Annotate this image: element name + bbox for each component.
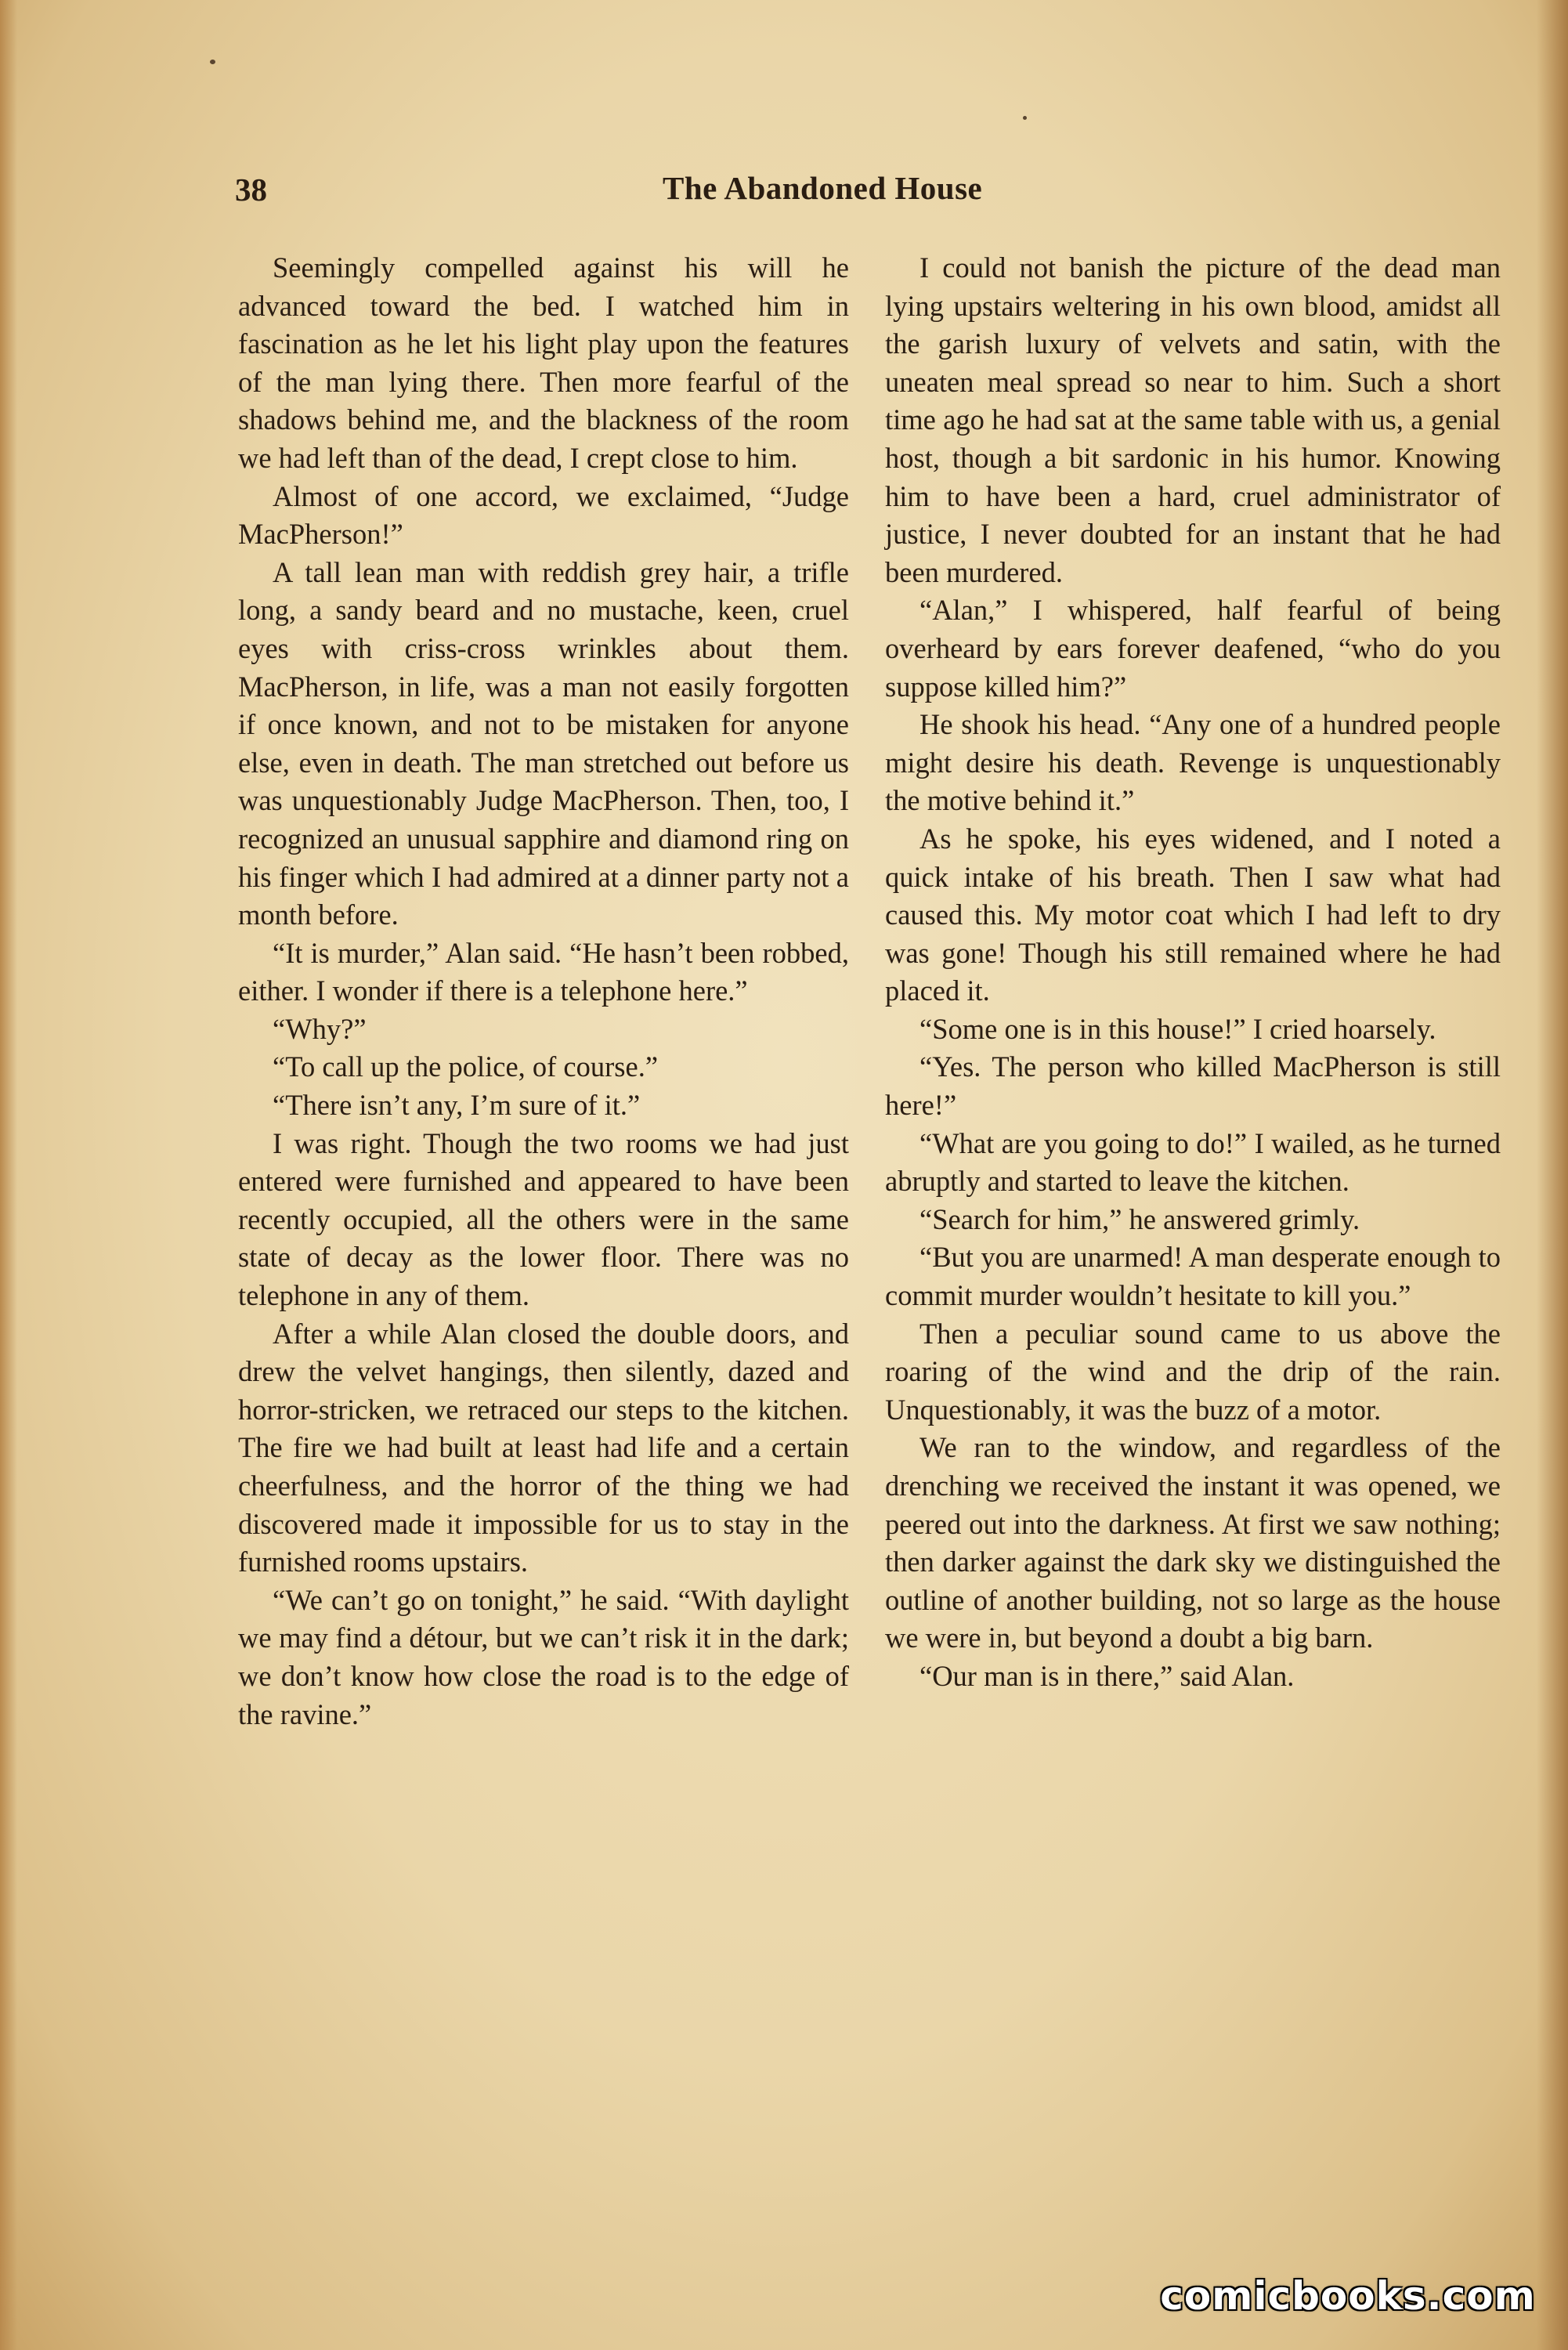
paragraph: He shook his head. “Any one of a hundred people might desire his death. Revenge is unquestionably the motive behind it.” [885, 708, 1501, 817]
paragraph: “Alan,” I whispered, half fearful of being overheard by ears forever deafened, “who do you suppose killed him?” [885, 594, 1501, 703]
page-edge-shadow-left [0, 0, 17, 2350]
paragraph: “It is murder,” Alan said. “He hasn’t been robbed, either. I wonder if there is a telephone here.” [238, 936, 849, 1007]
paragraph: As he spoke, his eyes widened, and I noted a quick intake of his breath. Then I saw what had caused this. My motor coat which I had left to dry was gone! Though his still remained where he had placed it. [885, 822, 1501, 1007]
paragraph: I was right. Though the two rooms we had just entered were furnished and appeared to have been recently occupied, all the others were in the same state of decay as the lower floor. There was no telephone in any of them. [238, 1126, 849, 1312]
ink-speck [210, 60, 215, 64]
paragraph: “Some one is in this house!” I cried hoarsely. [919, 1012, 1436, 1045]
paragraph: “Search for him,” he answered grimly. [919, 1202, 1360, 1235]
paragraph: “To call up the police, of course.” [273, 1050, 659, 1083]
paragraph: I could not banish the picture of the dead man lying upstairs weltering in his own blood, amidst all the garish luxury of velvets and satin, with the uneaten meal spread so near to him. Such a short time ago he had sat at the same table with us, a genial host, though a bit sardonic in his humor. Knowing him to have been a hard, cruel administrator of justice, I never doubted for an instant that he had been murdered. [885, 251, 1501, 588]
page-number: 38 [235, 172, 267, 208]
paragraph: Almost of one accord, we exclaimed, “Judge MacPherson!” [238, 479, 849, 551]
ink-speck [1023, 116, 1027, 120]
paragraph: “Our man is in there,” said Alan. [919, 1659, 1295, 1692]
paragraph: Then a peculiar sound came to us above the roaring of the wind and the drip of the rain. Unquestionably, it was the buzz of a motor. [885, 1317, 1501, 1426]
source-watermark: comicbooks.com [1160, 2273, 1536, 2319]
paragraph: “But you are unarmed! A man desperate enough to commit murder wouldn’t hesitate to kill you.” [885, 1241, 1501, 1312]
paragraph: After a while Alan closed the double doors, and drew the velvet hangings, then silently, dazed and horror-stricken, we retraced our steps to the kitchen. The fire we had built at least had life and a certain cheerfulness, and the horror of the thing we had discovered made it impossible for us to stay in the furnished rooms upstairs. [238, 1317, 849, 1578]
paragraph: “Why?” [273, 1012, 367, 1045]
paragraph: “Yes. The person who killed MacPherson is still here!” [885, 1050, 1501, 1122]
paragraph: Seemingly compelled against his will he advanced toward the bed. I watched him in fascination as he let his light play upon the features of the man lying there. Then more fearful of the shadows behind me, and the blackness of the room we had left than of the dead, I crept close to him. [238, 251, 849, 474]
right-text-column [885, 249, 1501, 1696]
page-edge-shadow-right [1537, 0, 1568, 2350]
paragraph: “We can’t go on tonight,” he said. “With daylight we may find a détour, but we can’t risk it in the dark; we don’t know how close the road is to the edge of the ravine.” [238, 1583, 849, 1730]
paragraph: “There isn’t any, I’m sure of it.” [273, 1089, 641, 1122]
paragraph: “What are you going to do!” I wailed, as he turned abruptly and started to leave the kitchen. [885, 1126, 1501, 1198]
paragraph: A tall lean man with reddish grey hair, a trifle long, a sandy beard and no mustache, keen, cruel eyes with criss-cross wrinkles about them. MacPherson, in life, was a man not easily forgotten if once known, and not to be mistaken for anyone else, even in death. The man stretched out before us was unquestionably Judge MacPherson. Then, too, I recognized an unusual sapphire and diamond ring on his finger which I had admired at a dinner party not a month before. [238, 555, 849, 931]
running-title: The Abandoned House [663, 170, 983, 206]
paragraph: We ran to the window, and regardless of the drenching we received the instant it was opened, we peered out into the darkness. At first we saw nothing; then darker against the dark sky we distinguished the outline of another building, not so large as the house we were in, but beyond a doubt a big barn. [885, 1431, 1501, 1654]
left-text-column [238, 249, 849, 1734]
